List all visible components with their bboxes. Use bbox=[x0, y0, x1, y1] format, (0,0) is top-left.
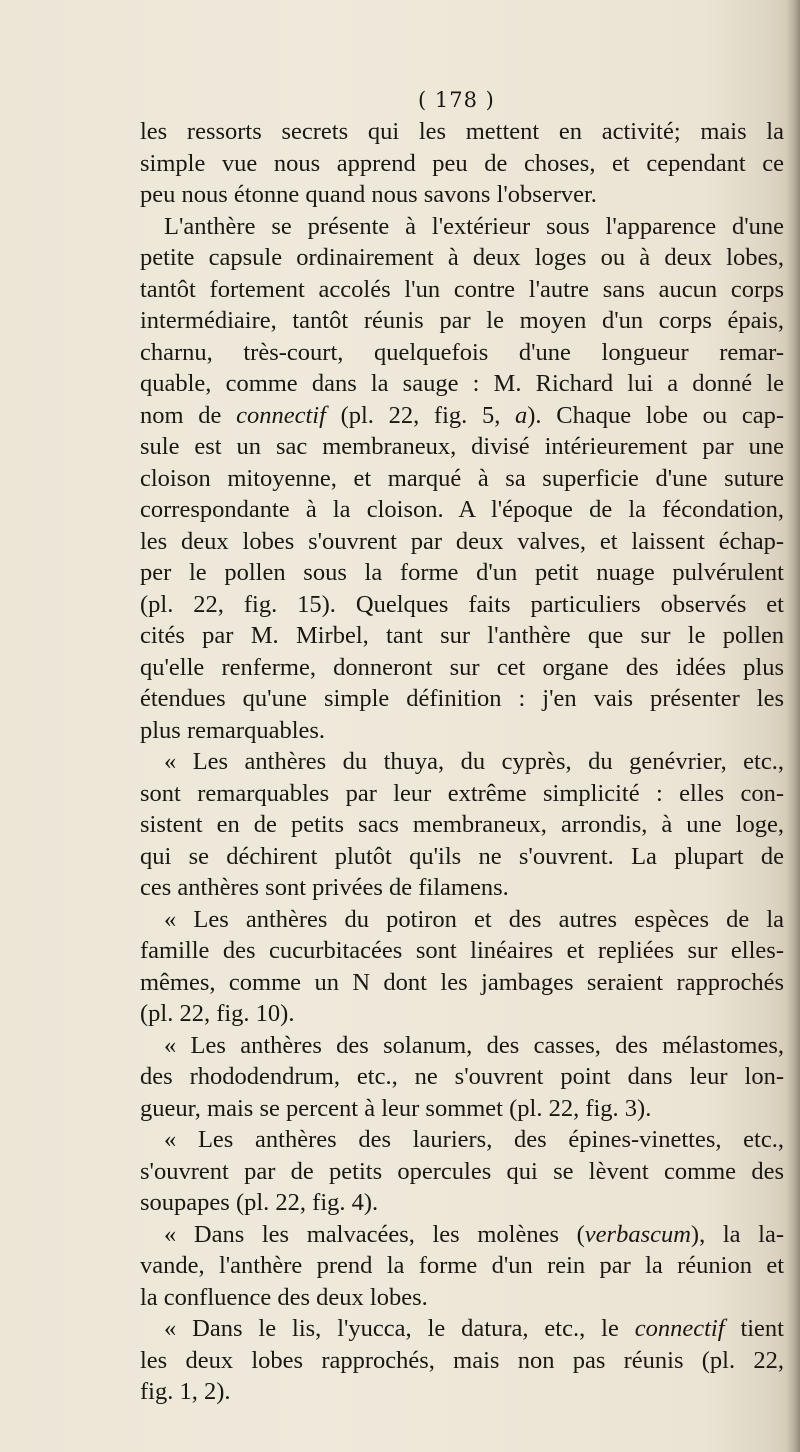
text-line: (pl. 22, fig. 15). Quelques faits particuliers observés et bbox=[140, 590, 784, 618]
text-line: peu nous étonne quand nous savons l'observer. bbox=[140, 181, 597, 208]
text-line: intermédiaire, tantôt réunis par le moyen d'un corps épais, bbox=[140, 307, 784, 334]
text-line: vande, l'anthère prend la forme d'un rein par la réunion et bbox=[140, 1252, 784, 1279]
text-line: « Les anthères des solanum, des casses, des mélastomes, bbox=[164, 1031, 784, 1059]
text-line: les deux lobes rapprochés, mais non pas réunis (pl. 22, bbox=[140, 1346, 784, 1374]
text-line: des rhododendrum, etc., ne s'ouvrent point dans leur lon- bbox=[140, 1063, 784, 1090]
text-line: qui se déchirent plutôt qu'ils ne s'ouvrent. La plupart de bbox=[140, 842, 784, 870]
text-line: sule est un sac membraneux, divisé intérieurement par une bbox=[140, 433, 784, 460]
text-line: sont remarquables par leur extrême simplicité : elles con- bbox=[140, 779, 784, 807]
text-line: « Les anthères des lauriers, des épines-vinettes, etc., bbox=[164, 1126, 784, 1153]
text-line: fig. 1, 2). bbox=[140, 1378, 231, 1405]
text-line: famille des cucurbitacées sont linéaires et repliées sur elles- bbox=[140, 937, 784, 964]
text-line: qu'elle renferme, donneront sur cet organe des idées plus bbox=[140, 653, 784, 681]
text-line: cloison mitoyenne, et marqué à sa superficie d'une suture bbox=[140, 464, 784, 492]
text-lines bbox=[140, 116, 784, 1408]
page-number: ( 178 ) bbox=[418, 88, 495, 112]
text-line: la confluence des deux lobes. bbox=[140, 1283, 428, 1311]
page-edge-shadow bbox=[786, 0, 800, 1452]
text-line: « Les anthères du potiron et des autres espèces de la bbox=[164, 905, 784, 933]
text-line: « Dans les malvacées, les molènes (verbascum), la la- bbox=[164, 1220, 784, 1248]
text-line: « Les anthères du thuya, du cyprès, du genévrier, etc., bbox=[164, 748, 784, 775]
text-line: correspondante à la cloison. A l'époque de la fécondation, bbox=[140, 496, 784, 523]
text-line: cités par M. Mirbel, tant sur l'anthère que sur le pollen bbox=[140, 622, 784, 649]
text-line: gueur, mais se percent à leur sommet (pl. 22, fig. 3). bbox=[140, 1094, 652, 1122]
text-line: « Dans le lis, l'yucca, le datura, etc., le connectif tient bbox=[164, 1315, 784, 1342]
text-line: (pl. 22, fig. 10). bbox=[140, 1000, 295, 1027]
text-line: plus remarquables. bbox=[140, 716, 326, 744]
text-line: les deux lobes s'ouvrent par deux valves, et laissent échap- bbox=[140, 527, 784, 555]
text-line: les ressorts secrets qui les mettent en activité; mais la bbox=[140, 118, 784, 145]
text-line: soupapes (pl. 22, fig. 4). bbox=[140, 1189, 379, 1216]
text-line: petite capsule ordinairement à deux loges ou à deux lobes, bbox=[140, 244, 784, 271]
text-line: étendues qu'une simple définition : j'en vais présenter les bbox=[140, 685, 784, 712]
text-line: L'anthère se présente à l'extérieur sous l'apparence d'une bbox=[164, 212, 784, 240]
text-line: ces anthères sont privées de filamens. bbox=[140, 874, 509, 901]
text-line: tantôt fortement accolés l'un contre l'autre sans aucun corps bbox=[140, 275, 784, 303]
text-line: quable, comme dans la sauge : M. Richard lui a donné le bbox=[140, 370, 784, 397]
text-line: mêmes, comme un N dont les jambages seraient rapprochés bbox=[140, 968, 784, 996]
text-line: s'ouvrent par de petits opercules qui se lèvent comme des bbox=[140, 1157, 784, 1185]
text-line: charnu, très-court, quelquefois d'une longueur remar- bbox=[140, 338, 784, 366]
text-line: per le pollen sous la forme d'un petit nuage pulvérulent bbox=[140, 559, 784, 586]
text-line: simple vue nous apprend peu de choses, et cependant ce bbox=[140, 149, 784, 177]
text-line: nom de connectif (pl. 22, fig. 5, a). Chaque lobe ou cap- bbox=[140, 401, 784, 429]
text-line: sistent en de petits sacs membraneux, arrondis, à une loge, bbox=[140, 811, 784, 838]
